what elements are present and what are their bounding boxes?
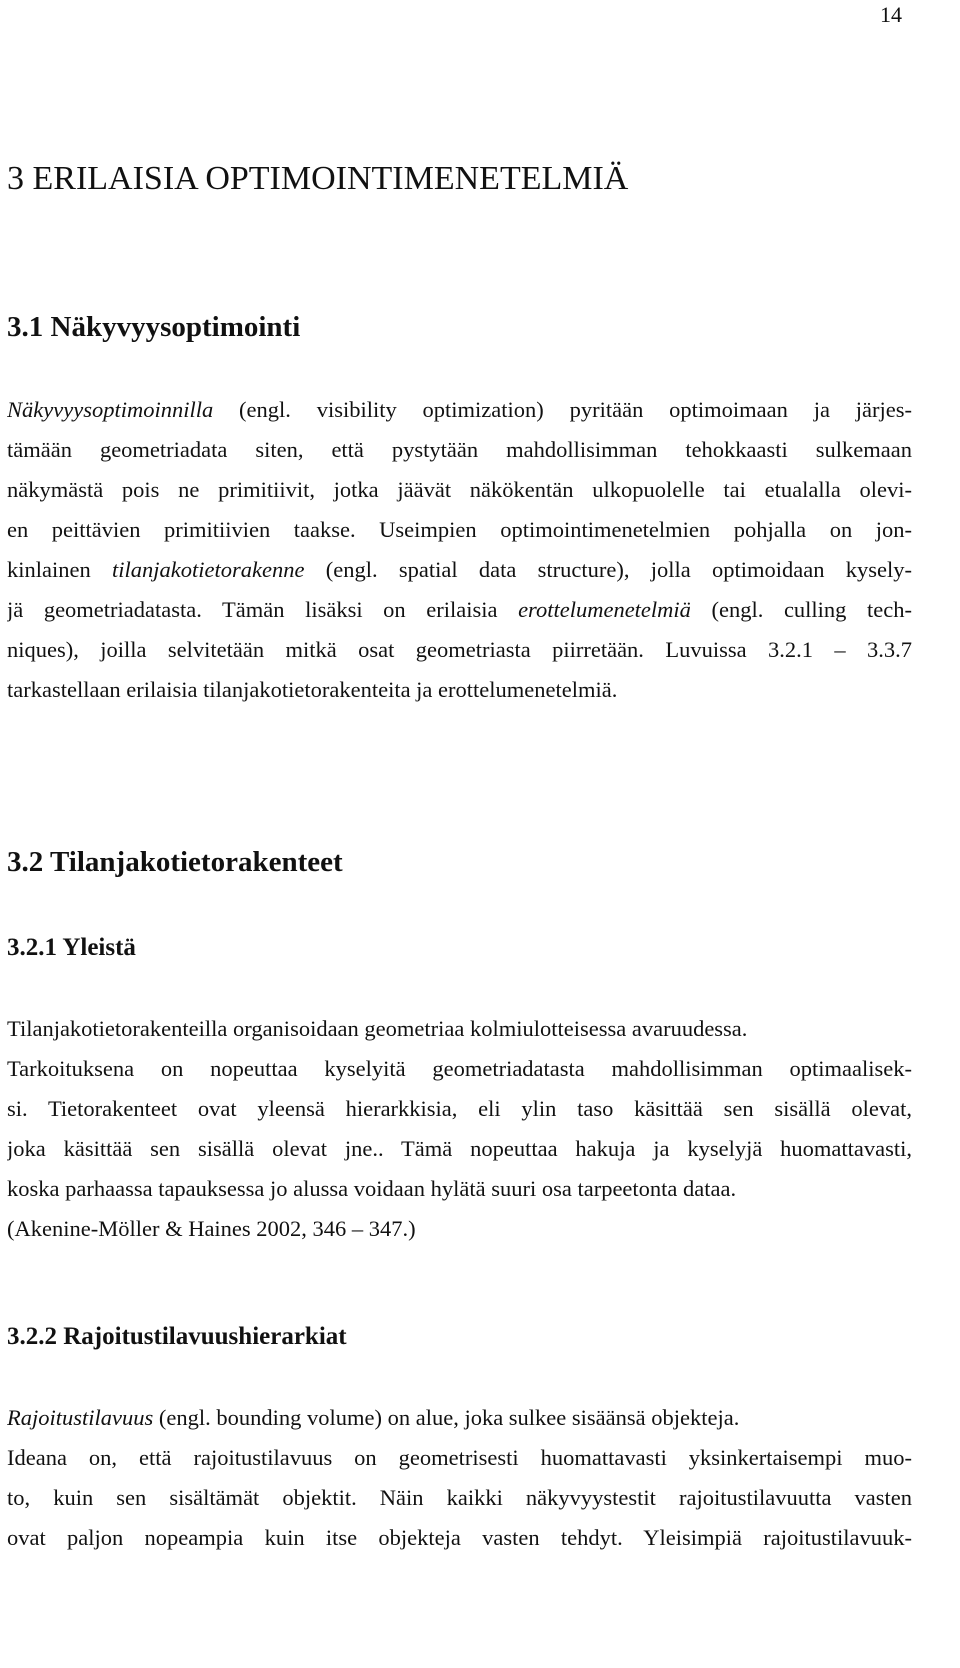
line-text: Ideana on, että rajoitustilavuus on geometrisesti huomattavasti yksinkertaisempi muo- <box>7 1445 912 1470</box>
line-text: to, kuin sen sisältämät objektit. Näin kaikki näkyvyystestit rajoitustilavuutta vasten <box>7 1485 912 1510</box>
paragraph-line <box>7 1089 912 1129</box>
section-3-2-1-title: 3.2.1 Yleistä <box>7 934 136 961</box>
page-number: 14 <box>880 2 902 27</box>
paragraph-line <box>7 390 912 430</box>
line-text: näkymästä pois ne primitiivit, jotka jäävät näkökentän ulkopuolelle tai etualalla olevi- <box>7 477 912 502</box>
paragraph-line <box>7 550 912 590</box>
line-text: (engl. visibility optimization) pyritään optimoimaan ja järjes- <box>213 397 912 422</box>
line-text: (engl. spatial data structure), jolla optimoidaan kysely- <box>304 557 912 582</box>
section-3-2-2-title: 3.2.2 Rajoitustilavuushierarkiat <box>7 1323 347 1350</box>
paragraph-line <box>7 430 912 470</box>
section-3-2-title: 3.2 Tilanjakotietorakenteet <box>7 846 343 878</box>
term-visibility-optimization: Näkyvyysoptimoinnilla <box>7 397 214 422</box>
chapter-title: 3 ERILAISIA OPTIMOINTIMENETELMIÄ <box>7 160 629 197</box>
section-3-2-2-paragraph <box>7 1398 912 1558</box>
section-3-1-paragraph <box>7 390 912 710</box>
paragraph-line <box>7 470 912 510</box>
paragraph-line <box>7 1169 912 1209</box>
paragraph-line <box>7 1129 912 1169</box>
line-text: ovat paljon nopeampia kuin itse objekteja vasten tehdyt. Yleisimpiä rajoitustilavuuk- <box>7 1525 912 1550</box>
paragraph-line <box>7 1209 912 1249</box>
section-3-2-1-paragraph <box>7 1009 912 1249</box>
line-text: niques), joilla selvitetään mitkä osat geometriasta piirretään. Luvuissa 3.2.1 – 3.3.7 <box>7 637 912 662</box>
line-text: (engl. bounding volume) on alue, joka sulkee sisäänsä objekteja. <box>153 1405 740 1430</box>
line-text: si. Tietorakenteet ovat yleensä hierarkkisia, eli ylin taso käsittää sen sisällä olevat, <box>7 1096 912 1121</box>
line-text: (Akenine-Möller & Haines 2002, 346 – 347.) <box>7 1216 416 1241</box>
term-bounding-volume: Rajoitustilavuus <box>7 1405 154 1430</box>
term-culling-techniques: erottelumenetelmiä <box>518 597 691 622</box>
paragraph-line <box>7 1478 912 1518</box>
paragraph-line <box>7 1518 912 1558</box>
line-text: joka käsittää sen sisällä olevat jne.. Tämä nopeuttaa hakuja ja kyselyjä huomattavasti, <box>7 1136 912 1161</box>
paragraph-line <box>7 670 912 710</box>
line-text: Tilanjakotietorakenteilla organisoidaan geometriaa kolmiulotteisessa avaruudessa. <box>7 1016 748 1041</box>
line-text: koska parhaassa tapauksessa jo alussa voidaan hylätä suuri osa tarpeetonta dataa. <box>7 1176 737 1201</box>
paragraph-line <box>7 510 912 550</box>
section-3-1-title: 3.1 Näkyvyysoptimointi <box>7 311 301 343</box>
paragraph-line <box>7 1049 912 1089</box>
paragraph-line <box>7 630 912 670</box>
line-text: tarkastellaan erilaisia tilanjakotietorakenteita ja erottelumenetelmiä. <box>7 677 618 702</box>
line-text: tämään geometriadata siten, että pystytään mahdollisimman tehokkaasti sulkemaan <box>7 437 912 462</box>
line-text: kinlainen <box>7 557 113 582</box>
paragraph-line <box>7 1438 912 1478</box>
paragraph-line <box>7 1398 912 1438</box>
line-text: (engl. culling tech- <box>690 597 912 622</box>
line-text: jä geometriadatasta. Tämän lisäksi on erilaisia <box>7 597 519 622</box>
paragraph-line <box>7 1009 912 1049</box>
line-text: en peittävien primitiivien taakse. Useimpien optimointimenetelmien pohjalla on jon- <box>7 517 912 542</box>
line-text: Tarkoituksena on nopeuttaa kyselyitä geometriadatasta mahdollisimman optimaalisek- <box>7 1056 912 1081</box>
term-spatial-data-structure: tilanjakotietorakenne <box>112 557 305 582</box>
paragraph-line <box>7 590 912 630</box>
